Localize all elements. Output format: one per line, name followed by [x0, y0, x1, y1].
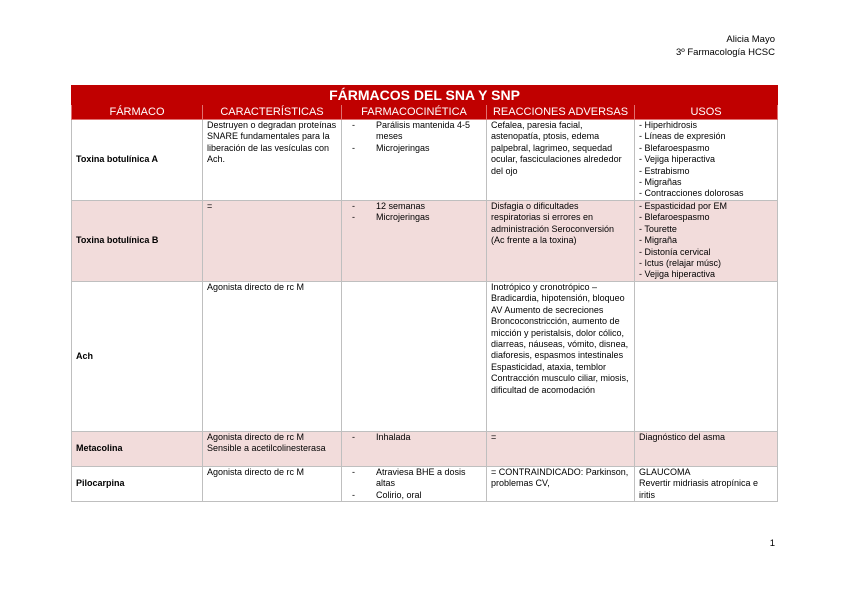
uses-cell: [635, 120, 778, 201]
characteristics-cell: =: [203, 201, 342, 282]
list-item: - Hiperhidrosis: [639, 120, 698, 130]
characteristics-cell: Destruyen o degradan proteínas SNARE fundamentales para la liberación de las vesículas con Ach.: [203, 120, 342, 201]
list-item: - Espasticidad por EM: [639, 201, 728, 211]
drug-name: Toxina botulínica A: [72, 120, 203, 201]
list-item: - Blefaroespasmo: [639, 212, 710, 223]
list-item: - Colirio, oral: [364, 490, 482, 501]
adverse-reactions-cell: Disfagia o dificultades respiratorias si errores en administración Seroconversión (Ac frente a la toxina): [487, 201, 635, 282]
pharmacokinetics-cell: [342, 467, 487, 502]
list-item: - Ictus (relajar músc): [639, 258, 722, 269]
uses-cell: [635, 201, 778, 282]
author-name: Alicia Mayo: [726, 34, 775, 45]
table-row: [72, 432, 778, 467]
table-row: [72, 120, 778, 201]
table-title: FÁRMACOS DEL SNA Y SNP: [72, 86, 778, 105]
uses-cell: [635, 432, 778, 467]
list-item: Revertir midriasis atropínica e iritis: [639, 478, 759, 500]
list-item: - Tourette: [639, 223, 677, 234]
pharmacokinetics-cell: [342, 432, 487, 467]
drug-table: [71, 85, 778, 502]
list-item: - Migrañas: [639, 177, 682, 188]
list-item: - Líneas de expresión: [639, 131, 726, 142]
list-item: - Vejiga hiperactiva: [639, 269, 716, 280]
list-item: - Inhalada: [364, 432, 482, 443]
adverse-reactions-cell: =: [487, 432, 635, 467]
list-item: Diagnóstico del asma: [639, 432, 726, 442]
list-item: - Blefaroespasmo: [639, 142, 710, 153]
characteristics-cell: Agonista directo de rc M: [203, 467, 342, 502]
column-header-row: [72, 105, 778, 120]
course-name: 3º Farmacología HCSC: [675, 47, 775, 58]
list-item: - Distonía cervical: [639, 246, 711, 257]
characteristics-cell: Agonista directo de rc M: [203, 282, 342, 432]
table-row: [72, 467, 778, 502]
column-header: FARMACOCINÉTICA: [342, 105, 487, 120]
list-item: - Atraviesa BHE a dosis altas: [364, 467, 482, 490]
pharmacokinetics-cell: [342, 282, 487, 432]
column-header: FÁRMACO: [72, 105, 203, 120]
table-row: [72, 282, 778, 432]
pharmacokinetics-cell: [342, 120, 487, 201]
list-item: - Microjeringas: [364, 212, 482, 223]
uses-cell: [635, 467, 778, 502]
pharmacokinetics-cell: [342, 201, 487, 282]
uses-cell: [635, 282, 778, 432]
list-item: - Migraña: [639, 235, 678, 246]
page-number: 1: [769, 538, 775, 549]
column-header: USOS: [635, 105, 778, 120]
list-item: - Parálisis mantenida 4-5 meses: [364, 120, 482, 143]
column-header: REACCIONES ADVERSAS: [487, 105, 635, 120]
drug-name: Pilocarpina: [72, 467, 203, 502]
drug-name: Toxina botulínica B: [72, 201, 203, 282]
drug-name: Metacolina: [72, 432, 203, 467]
table-row: [72, 201, 778, 282]
column-header: CARACTERÍSTICAS: [203, 105, 342, 120]
adverse-reactions-cell: = CONTRAINDICADO: Parkinson, problemas CV,: [487, 467, 635, 502]
adverse-reactions-cell: Inotrópico y cronotrópico – Bradicardia, hipotensión, bloqueo AV Aumento de secreciones Broncoconstricción, aumento de micción y peristalsis, dolor cólico, diarreas, náuseas, vómito, disnea, diaforesis, espasmos intestinales Espasticidad, ataxia, temblor Contracción musculo ciliar, miosis, dificultad de acomodación: [487, 282, 635, 432]
list-item: - Microjeringas: [364, 143, 482, 154]
list-item: - Vejiga hiperactiva: [639, 154, 716, 165]
drug-name: Ach: [72, 282, 203, 432]
document-header: [676, 33, 775, 59]
list-item: - Contracciones dolorosas: [639, 188, 744, 199]
characteristics-cell: Agonista directo de rc M Sensible a acetilcolinesterasa: [203, 432, 342, 467]
adverse-reactions-cell: Cefalea, paresia facial, astenopatía, ptosis, edema palpebral, lagrimeo, sequedad ocular, fasciculaciones alrededor del ojo: [487, 120, 635, 201]
list-item: - Estrabismo: [639, 165, 690, 176]
list-item: GLAUCOMA: [639, 467, 691, 477]
list-item: - 12 semanas: [364, 201, 482, 212]
